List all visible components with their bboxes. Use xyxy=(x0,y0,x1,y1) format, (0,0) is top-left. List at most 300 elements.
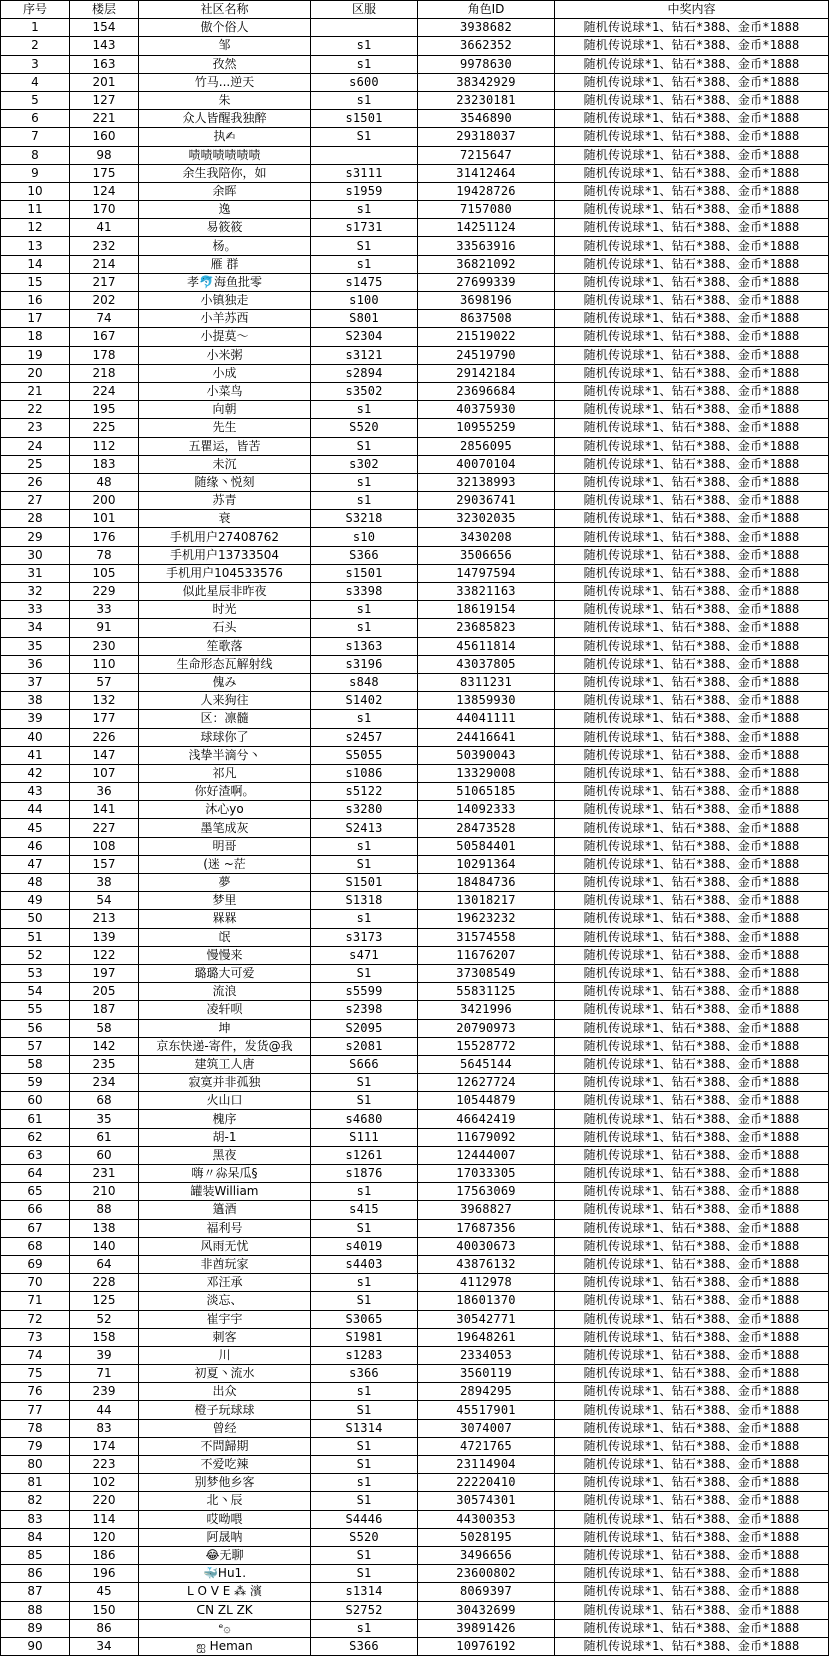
cell-index: 79 xyxy=(1,1437,70,1455)
cell-index: 31 xyxy=(1,564,70,582)
cell-community-name: 非酋玩家 xyxy=(139,1255,311,1273)
cell-role-id: 45611814 xyxy=(418,637,555,655)
cell-floor: 217 xyxy=(70,273,139,291)
cell-index: 25 xyxy=(1,455,70,473)
cell-community-name: (迷 ~茫 xyxy=(139,855,311,873)
cell-prize: 随机传说球*1、钻石*388、金币*1888 xyxy=(555,528,829,546)
table-row xyxy=(1,528,829,546)
table-row xyxy=(1,837,829,855)
cell-role-id: 4721765 xyxy=(418,1437,555,1455)
cell-role-id: 18619154 xyxy=(418,601,555,619)
table-row xyxy=(1,182,829,200)
cell-role-id: 18601370 xyxy=(418,1292,555,1310)
table-row xyxy=(1,382,829,400)
cell-floor: 230 xyxy=(70,637,139,655)
cell-floor: 74 xyxy=(70,310,139,328)
cell-server: S4446 xyxy=(311,1510,418,1528)
cell-index: 15 xyxy=(1,273,70,291)
cell-community-name: 槐序 xyxy=(139,1110,311,1128)
cell-prize: 随机传说球*1、钻石*388、金币*1888 xyxy=(555,1619,829,1637)
table-row xyxy=(1,328,829,346)
cell-server: S520 xyxy=(311,419,418,437)
table-row xyxy=(1,1365,829,1383)
cell-floor: 186 xyxy=(70,1546,139,1564)
cell-floor: 110 xyxy=(70,655,139,673)
cell-prize: 随机传说球*1、钻石*388、金币*1888 xyxy=(555,946,829,964)
cell-role-id: 30542771 xyxy=(418,1310,555,1328)
cell-role-id: 2856095 xyxy=(418,437,555,455)
cell-index: 30 xyxy=(1,546,70,564)
cell-index: 62 xyxy=(1,1128,70,1146)
cell-floor: 220 xyxy=(70,1492,139,1510)
cell-prize: 随机传说球*1、钻石*388、金币*1888 xyxy=(555,764,829,782)
cell-role-id: 3662352 xyxy=(418,37,555,55)
cell-server: s1501 xyxy=(311,564,418,582)
cell-server: S1402 xyxy=(311,692,418,710)
cell-community-name: 手机用户104533576 xyxy=(139,564,311,582)
cell-floor: 232 xyxy=(70,237,139,255)
cell-floor: 167 xyxy=(70,328,139,346)
cell-role-id: 19648261 xyxy=(418,1328,555,1346)
cell-index: 74 xyxy=(1,1346,70,1364)
cell-index: 67 xyxy=(1,1219,70,1237)
cell-index: 38 xyxy=(1,692,70,710)
cell-prize: 随机传说球*1、钻石*388、金币*1888 xyxy=(555,55,829,73)
cell-role-id: 46642419 xyxy=(418,1110,555,1128)
cell-index: 28 xyxy=(1,510,70,528)
cell-index: 10 xyxy=(1,182,70,200)
cell-server: s1 xyxy=(311,201,418,219)
cell-community-name: ஐ Heman xyxy=(139,1637,311,1655)
table-row xyxy=(1,55,829,73)
cell-prize: 随机传说球*1、钻石*388、金币*1888 xyxy=(555,237,829,255)
cell-floor: 35 xyxy=(70,1110,139,1128)
header-prize: 中奖内容 xyxy=(555,1,829,19)
table-row xyxy=(1,1583,829,1601)
cell-community-name: 簻酒 xyxy=(139,1201,311,1219)
cell-role-id: 8311231 xyxy=(418,673,555,691)
cell-server: s1 xyxy=(311,619,418,637)
cell-index: 26 xyxy=(1,473,70,491)
cell-floor: 170 xyxy=(70,201,139,219)
cell-server: s1 xyxy=(311,492,418,510)
cell-index: 3 xyxy=(1,55,70,73)
cell-floor: 139 xyxy=(70,928,139,946)
cell-prize: 随机传说球*1、钻石*388、金币*1888 xyxy=(555,128,829,146)
cell-role-id: 33821163 xyxy=(418,583,555,601)
cell-role-id: 12444007 xyxy=(418,1146,555,1164)
cell-role-id: 43037805 xyxy=(418,655,555,673)
cell-index: 82 xyxy=(1,1492,70,1510)
cell-role-id: 38342929 xyxy=(418,73,555,91)
cell-prize: 随机传说球*1、钻石*388、金币*1888 xyxy=(555,219,829,237)
cell-prize: 随机传说球*1、钻石*388、金币*1888 xyxy=(555,164,829,182)
cell-prize: 随机传说球*1、钻石*388、金币*1888 xyxy=(555,928,829,946)
table-row xyxy=(1,946,829,964)
cell-server: s4019 xyxy=(311,1237,418,1255)
cell-server: S1 xyxy=(311,1219,418,1237)
cell-server: s2894 xyxy=(311,364,418,382)
cell-index: 40 xyxy=(1,728,70,746)
cell-server: S2752 xyxy=(311,1601,418,1619)
cell-floor: 138 xyxy=(70,1219,139,1237)
cell-floor: 228 xyxy=(70,1274,139,1292)
cell-community-name: 淡忘、 xyxy=(139,1292,311,1310)
cell-prize: 随机传说球*1、钻石*388、金币*1888 xyxy=(555,1401,829,1419)
cell-index: 55 xyxy=(1,1001,70,1019)
cell-role-id: 30432699 xyxy=(418,1601,555,1619)
cell-role-id: 37308549 xyxy=(418,964,555,982)
table-row xyxy=(1,110,829,128)
cell-role-id: 44041111 xyxy=(418,710,555,728)
cell-floor: 200 xyxy=(70,492,139,510)
table-row xyxy=(1,1237,829,1255)
cell-floor: 102 xyxy=(70,1474,139,1492)
cell-index: 61 xyxy=(1,1110,70,1128)
table-row xyxy=(1,1146,829,1164)
cell-role-id: 51065185 xyxy=(418,783,555,801)
table-row xyxy=(1,564,829,582)
table-row xyxy=(1,1165,829,1183)
cell-prize: 随机传说球*1、钻石*388、金币*1888 xyxy=(555,837,829,855)
cell-floor: 195 xyxy=(70,401,139,419)
cell-role-id: 24519790 xyxy=(418,346,555,364)
cell-prize: 随机传说球*1、钻石*388、金币*1888 xyxy=(555,1037,829,1055)
cell-prize: 随机传说球*1、钻石*388、金币*1888 xyxy=(555,892,829,910)
cell-index: 17 xyxy=(1,310,70,328)
cell-server: s1086 xyxy=(311,764,418,782)
cell-index: 54 xyxy=(1,983,70,1001)
cell-community-name: 杨。 xyxy=(139,237,311,255)
cell-prize: 随机传说球*1、钻石*388、金币*1888 xyxy=(555,37,829,55)
cell-index: 48 xyxy=(1,874,70,892)
cell-community-name: 人来狗往 xyxy=(139,692,311,710)
cell-index: 64 xyxy=(1,1165,70,1183)
cell-index: 29 xyxy=(1,528,70,546)
cell-index: 13 xyxy=(1,237,70,255)
cell-community-name: 嗨〃尛呆瓜§ xyxy=(139,1165,311,1183)
cell-server: S1 xyxy=(311,437,418,455)
cell-role-id: 20790973 xyxy=(418,1019,555,1037)
cell-index: 87 xyxy=(1,1583,70,1601)
cell-prize: 随机传说球*1、钻石*388、金币*1888 xyxy=(555,364,829,382)
cell-prize: 随机传说球*1、钻石*388、金币*1888 xyxy=(555,1346,829,1364)
cell-index: 50 xyxy=(1,910,70,928)
table-row xyxy=(1,728,829,746)
cell-server: s5599 xyxy=(311,983,418,1001)
cell-role-id: 24416641 xyxy=(418,728,555,746)
cell-index: 73 xyxy=(1,1328,70,1346)
cell-community-name: 梦里 xyxy=(139,892,311,910)
cell-index: 76 xyxy=(1,1383,70,1401)
cell-index: 37 xyxy=(1,673,70,691)
cell-role-id: 36821092 xyxy=(418,255,555,273)
cell-floor: 58 xyxy=(70,1019,139,1037)
table-row xyxy=(1,1001,829,1019)
cell-role-id: 27699339 xyxy=(418,273,555,291)
cell-floor: 41 xyxy=(70,219,139,237)
cell-community-name: 不問歸期 xyxy=(139,1437,311,1455)
cell-floor: 147 xyxy=(70,746,139,764)
cell-index: 32 xyxy=(1,583,70,601)
cell-index: 7 xyxy=(1,128,70,146)
cell-floor: 125 xyxy=(70,1292,139,1310)
cell-role-id: 43876132 xyxy=(418,1255,555,1273)
cell-community-name: 沐心yo xyxy=(139,801,311,819)
cell-index: 43 xyxy=(1,783,70,801)
cell-floor: 160 xyxy=(70,128,139,146)
cell-community-name: 橙子玩球球 xyxy=(139,1401,311,1419)
table-row xyxy=(1,364,829,382)
cell-prize: 随机传说球*1、钻石*388、金币*1888 xyxy=(555,1128,829,1146)
table-row xyxy=(1,73,829,91)
cell-server: s1 xyxy=(311,401,418,419)
cell-role-id: 19428726 xyxy=(418,182,555,200)
cell-role-id: 17563069 xyxy=(418,1183,555,1201)
cell-floor: 91 xyxy=(70,619,139,637)
cell-prize: 随机传说球*1、钻石*388、金币*1888 xyxy=(555,273,829,291)
cell-role-id: 4112978 xyxy=(418,1274,555,1292)
cell-community-name: 你好渣啊。 xyxy=(139,783,311,801)
cell-role-id: 23685823 xyxy=(418,619,555,637)
cell-floor: 158 xyxy=(70,1328,139,1346)
cell-prize: 随机传说球*1、钻石*388、金币*1888 xyxy=(555,255,829,273)
table-row xyxy=(1,1601,829,1619)
cell-index: 89 xyxy=(1,1619,70,1637)
cell-prize: 随机传说球*1、钻石*388、金币*1888 xyxy=(555,1546,829,1564)
cell-community-name: 小菜鸟 xyxy=(139,382,311,400)
cell-server: S1 xyxy=(311,964,418,982)
cell-index: 85 xyxy=(1,1546,70,1564)
table-row xyxy=(1,1183,829,1201)
cell-floor: 52 xyxy=(70,1310,139,1328)
cell-role-id: 11676207 xyxy=(418,946,555,964)
cell-prize: 随机传说球*1、钻石*388、金币*1888 xyxy=(555,819,829,837)
cell-prize: 随机传说球*1、钻石*388、金币*1888 xyxy=(555,910,829,928)
cell-community-name: 未沉 xyxy=(139,455,311,473)
cell-community-name: 慢慢来 xyxy=(139,946,311,964)
table-row xyxy=(1,510,829,528)
cell-server: s1 xyxy=(311,255,418,273)
table-row xyxy=(1,964,829,982)
cell-index: 12 xyxy=(1,219,70,237)
table-row xyxy=(1,1419,829,1437)
cell-server: s1 xyxy=(311,1383,418,1401)
table-row xyxy=(1,928,829,946)
cell-floor: 60 xyxy=(70,1146,139,1164)
cell-index: 78 xyxy=(1,1419,70,1437)
cell-community-name: 雁 群 xyxy=(139,255,311,273)
cell-prize: 随机传说球*1、钻石*388、金币*1888 xyxy=(555,310,829,328)
cell-index: 75 xyxy=(1,1365,70,1383)
cell-prize: 随机传说球*1、钻石*388、金币*1888 xyxy=(555,1237,829,1255)
cell-prize: 随机传说球*1、钻石*388、金币*1888 xyxy=(555,1165,829,1183)
table-row xyxy=(1,673,829,691)
cell-server: s10 xyxy=(311,528,418,546)
cell-community-name: 众人皆醒我独醉 xyxy=(139,110,311,128)
cell-floor: 114 xyxy=(70,1510,139,1528)
cell-floor: 175 xyxy=(70,164,139,182)
cell-role-id: 8637508 xyxy=(418,310,555,328)
table-row xyxy=(1,1346,829,1364)
cell-community-name: 啧啧啧啧啧啧 xyxy=(139,146,311,164)
cell-prize: 随机传说球*1、钻石*388、金币*1888 xyxy=(555,1092,829,1110)
cell-role-id: 14092333 xyxy=(418,801,555,819)
table-row xyxy=(1,19,829,37)
table-row xyxy=(1,1437,829,1455)
cell-index: 23 xyxy=(1,419,70,437)
cell-community-name: 手机用户13733504 xyxy=(139,546,311,564)
cell-community-name: 京东快递-寄件，发货@我 xyxy=(139,1037,311,1055)
cell-role-id: 3938682 xyxy=(418,19,555,37)
cell-prize: 随机传说球*1、钻石*388、金币*1888 xyxy=(555,1146,829,1164)
cell-server: S5055 xyxy=(311,746,418,764)
cell-prize: 随机传说球*1、钻石*388、金币*1888 xyxy=(555,546,829,564)
cell-floor: 54 xyxy=(70,892,139,910)
cell-index: 11 xyxy=(1,201,70,219)
cell-index: 1 xyxy=(1,19,70,37)
header-role-id: 角色ID xyxy=(418,1,555,19)
cell-prize: 随机传说球*1、钻石*388、金币*1888 xyxy=(555,1637,829,1655)
cell-server: s2457 xyxy=(311,728,418,746)
cell-index: 34 xyxy=(1,619,70,637)
cell-role-id: 3074007 xyxy=(418,1419,555,1437)
cell-index: 5 xyxy=(1,91,70,109)
cell-server: s415 xyxy=(311,1201,418,1219)
cell-floor: 229 xyxy=(70,583,139,601)
cell-community-name: 别梦他乡客 xyxy=(139,1474,311,1492)
cell-floor: 177 xyxy=(70,710,139,728)
cell-role-id: 3560119 xyxy=(418,1365,555,1383)
cell-floor: 48 xyxy=(70,473,139,491)
cell-community-name: 余晖 xyxy=(139,182,311,200)
cell-role-id: 18484736 xyxy=(418,874,555,892)
cell-prize: 随机传说球*1、钻石*388、金币*1888 xyxy=(555,1383,829,1401)
cell-server: S520 xyxy=(311,1528,418,1546)
cell-floor: 105 xyxy=(70,564,139,582)
cell-floor: 64 xyxy=(70,1255,139,1273)
cell-role-id: 7215647 xyxy=(418,146,555,164)
cell-index: 90 xyxy=(1,1637,70,1655)
cell-role-id: 23114904 xyxy=(418,1456,555,1474)
table-row xyxy=(1,1292,829,1310)
cell-floor: 141 xyxy=(70,801,139,819)
cell-floor: 140 xyxy=(70,1237,139,1255)
cell-community-name: L O V E ⁂ 濱 xyxy=(139,1583,311,1601)
table-row xyxy=(1,401,829,419)
cell-floor: 34 xyxy=(70,1637,139,1655)
cell-role-id: 29318037 xyxy=(418,128,555,146)
cell-server: s1 xyxy=(311,1474,418,1492)
cell-role-id: 31412464 xyxy=(418,164,555,182)
cell-prize: 随机传说球*1、钻石*388、金币*1888 xyxy=(555,801,829,819)
cell-community-name: 朱 xyxy=(139,91,311,109)
cell-floor: 108 xyxy=(70,837,139,855)
cell-floor: 202 xyxy=(70,292,139,310)
cell-index: 52 xyxy=(1,946,70,964)
table-row xyxy=(1,801,829,819)
cell-server: s3280 xyxy=(311,801,418,819)
cell-floor: 83 xyxy=(70,1419,139,1437)
cell-index: 47 xyxy=(1,855,70,873)
table-row xyxy=(1,764,829,782)
cell-community-name: 坤 xyxy=(139,1019,311,1037)
cell-server: s1314 xyxy=(311,1583,418,1601)
cell-index: 58 xyxy=(1,1055,70,1073)
cell-floor: 197 xyxy=(70,964,139,982)
cell-role-id: 40070104 xyxy=(418,455,555,473)
cell-community-name: 衰 xyxy=(139,510,311,528)
table-row xyxy=(1,1310,829,1328)
cell-community-name: 余生我陪你，如 xyxy=(139,164,311,182)
table-body xyxy=(1,19,829,1656)
cell-community-name: 🐳Hu1. xyxy=(139,1565,311,1583)
table-row xyxy=(1,855,829,873)
cell-server: s3111 xyxy=(311,164,418,182)
cell-community-name: 福利号 xyxy=(139,1219,311,1237)
cell-community-name: 竹马...逆天 xyxy=(139,73,311,91)
cell-floor: 221 xyxy=(70,110,139,128)
cell-index: 71 xyxy=(1,1292,70,1310)
table-row xyxy=(1,419,829,437)
cell-index: 46 xyxy=(1,837,70,855)
cell-prize: 随机传说球*1、钻石*388、金币*1888 xyxy=(555,146,829,164)
cell-server: S2095 xyxy=(311,1019,418,1037)
cell-community-name: 火山口 xyxy=(139,1092,311,1110)
cell-role-id: 21519022 xyxy=(418,328,555,346)
cell-role-id: 3496656 xyxy=(418,1546,555,1564)
cell-index: 16 xyxy=(1,292,70,310)
cell-index: 44 xyxy=(1,801,70,819)
cell-prize: 随机传说球*1、钻石*388、金币*1888 xyxy=(555,19,829,37)
cell-floor: 176 xyxy=(70,528,139,546)
cell-server: s1283 xyxy=(311,1346,418,1364)
table-row xyxy=(1,583,829,601)
cell-role-id: 28473528 xyxy=(418,819,555,837)
cell-index: 20 xyxy=(1,364,70,382)
table-row xyxy=(1,983,829,1001)
cell-server: s1 xyxy=(311,91,418,109)
cell-index: 83 xyxy=(1,1510,70,1528)
cell-prize: 随机传说球*1、钻石*388、金币*1888 xyxy=(555,91,829,109)
cell-server: S2304 xyxy=(311,328,418,346)
cell-index: 57 xyxy=(1,1037,70,1055)
cell-floor: 44 xyxy=(70,1401,139,1419)
cell-community-name: 墨笔成灰 xyxy=(139,819,311,837)
cell-server: S1 xyxy=(311,1546,418,1564)
cell-prize: 随机传说球*1、钻石*388、金币*1888 xyxy=(555,1055,829,1073)
table-row xyxy=(1,1328,829,1346)
cell-index: 18 xyxy=(1,328,70,346)
cell-floor: 157 xyxy=(70,855,139,873)
cell-floor: 107 xyxy=(70,764,139,782)
cell-server: s1 xyxy=(311,601,418,619)
cell-server: s3173 xyxy=(311,928,418,946)
cell-community-name: 小提莫～ xyxy=(139,328,311,346)
cell-prize: 随机传说球*1、钻石*388、金币*1888 xyxy=(555,692,829,710)
cell-community-name: 罐装William xyxy=(139,1183,311,1201)
cell-community-name: 曾经 xyxy=(139,1419,311,1437)
cell-community-name: 刺客 xyxy=(139,1328,311,1346)
cell-community-name: 流浪 xyxy=(139,983,311,1001)
table-row xyxy=(1,1274,829,1292)
table-row xyxy=(1,1619,829,1637)
cell-floor: 98 xyxy=(70,146,139,164)
table-row xyxy=(1,473,829,491)
cell-server: S1981 xyxy=(311,1328,418,1346)
cell-index: 9 xyxy=(1,164,70,182)
cell-floor: 39 xyxy=(70,1346,139,1364)
